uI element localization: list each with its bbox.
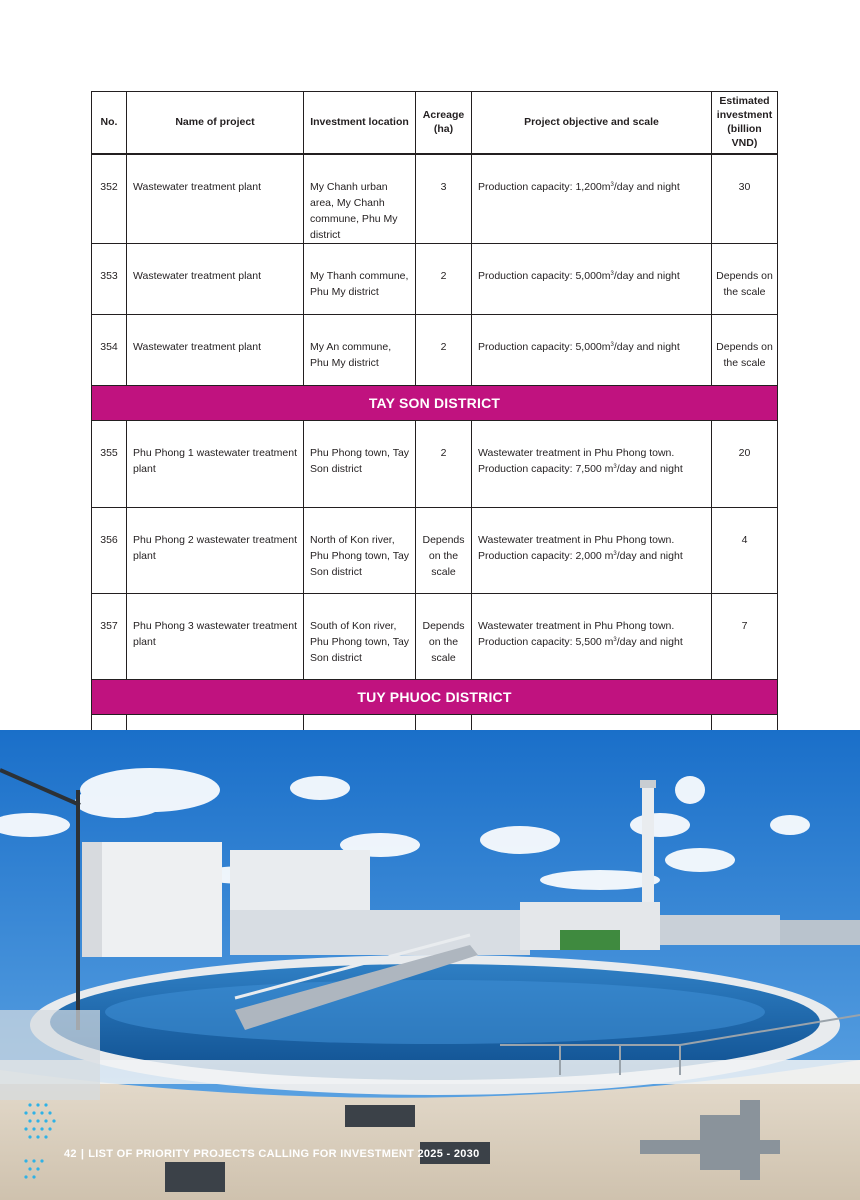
page-footer xyxy=(64,1148,480,1160)
cell-investment: 20 xyxy=(712,420,778,507)
cell-acreage: 2 xyxy=(416,243,472,314)
cell-name: Phu Phong 3 wastewater treatment plant xyxy=(127,593,304,679)
superscript: 3 xyxy=(613,550,617,557)
cell-name: Wastewater treatment plant xyxy=(127,314,304,385)
cell-name: Phu Phong 1 wastewater treatment plant xyxy=(127,420,304,507)
objective-unit: /day and night xyxy=(616,549,683,562)
cell-acreage: 2 xyxy=(416,314,472,385)
cell-no: 356 xyxy=(92,507,127,593)
superscript: 3 xyxy=(610,341,614,348)
objective-unit: /day and night xyxy=(613,180,680,193)
projects-table-container xyxy=(91,91,777,802)
cell-no: 357 xyxy=(92,593,127,679)
table-row xyxy=(92,314,778,385)
table-row xyxy=(92,507,778,593)
cell-no: 355 xyxy=(92,420,127,507)
cell-location: Phu Phong town, Tay Son district xyxy=(304,420,416,507)
cell-objective xyxy=(472,593,712,679)
objective-unit: /day and night xyxy=(616,462,683,475)
cell-objective xyxy=(472,507,712,593)
cell-no: 352 xyxy=(92,154,127,244)
cell-acreage: 3 xyxy=(416,154,472,244)
photo-illustration xyxy=(0,730,860,1200)
cell-name: Phu Phong 2 wastewater treatment plant xyxy=(127,507,304,593)
header-acreage: Acreage (ha) xyxy=(416,92,472,154)
cell-no: 354 xyxy=(92,314,127,385)
cell-acreage: Depends on the scale xyxy=(416,507,472,593)
header-investment: Estimated investment (billion VND) xyxy=(712,92,778,154)
objective-text: Production capacity: 7,500 m xyxy=(478,462,614,475)
cell-objective xyxy=(472,243,712,314)
decorative-dot-pattern xyxy=(22,1095,92,1185)
section-row-tuy-phuoc xyxy=(92,679,778,714)
objective-line: Wastewater treatment in Phu Phong town. xyxy=(478,619,675,632)
objective-line: Wastewater treatment in Phu Phong town. xyxy=(478,446,675,459)
cell-investment: Depends on the scale xyxy=(712,243,778,314)
section-row-tay-son xyxy=(92,385,778,420)
objective-text: Production capacity: 5,000m xyxy=(478,269,611,282)
cell-objective xyxy=(472,154,712,244)
superscript: 3 xyxy=(610,270,614,277)
table-row xyxy=(92,593,778,679)
cell-investment: 4 xyxy=(712,507,778,593)
wastewater-plant-photo xyxy=(0,730,860,1200)
objective-unit: /day and night xyxy=(616,635,683,648)
table-row xyxy=(92,243,778,314)
cell-investment: 30 xyxy=(712,154,778,244)
cell-location: My An commune, Phu My district xyxy=(304,314,416,385)
objective-unit: /day and night xyxy=(613,269,680,282)
objective-unit: /day and night xyxy=(613,340,680,353)
cell-acreage: Depends on the scale xyxy=(416,593,472,679)
superscript: 3 xyxy=(610,181,614,188)
cell-no: 353 xyxy=(92,243,127,314)
cell-name: Wastewater treatment plant xyxy=(127,243,304,314)
table-row xyxy=(92,154,778,244)
objective-text: Production capacity: 1,200m xyxy=(478,180,611,193)
footer-title: LIST OF PRIORITY PROJECTS CALLING FOR INVESTMENT 2025 - 2030 xyxy=(88,1148,480,1160)
objective-text: Production capacity: 5,500 m xyxy=(478,635,614,648)
header-row xyxy=(92,92,778,154)
cell-objective xyxy=(472,314,712,385)
cell-acreage: 2 xyxy=(416,420,472,507)
objective-line: Wastewater treatment in Phu Phong town. xyxy=(478,533,675,546)
page-number: 42 xyxy=(64,1148,77,1160)
cell-investment: 7 xyxy=(712,593,778,679)
cell-location: North of Kon river, Phu Phong town, Tay Son district xyxy=(304,507,416,593)
objective-text: Production capacity: 5,000m xyxy=(478,340,611,353)
table-row xyxy=(92,420,778,507)
objective-text: Production capacity: 2,000 m xyxy=(478,549,614,562)
header-location: Investment location xyxy=(304,92,416,154)
cell-name: Wastewater treatment plant xyxy=(127,154,304,244)
cell-location: My Chanh urban area, My Chanh commune, Phu My district xyxy=(304,154,416,244)
header-name: Name of project xyxy=(127,92,304,154)
cell-investment: Depends on the scale xyxy=(712,314,778,385)
cell-location: South of Kon river, Phu Phong town, Tay Son district xyxy=(304,593,416,679)
section-title: TUY PHUOC DISTRICT xyxy=(92,679,778,714)
footer-separator: | xyxy=(80,1148,85,1160)
header-no: No. xyxy=(92,92,127,154)
section-title: TAY SON DISTRICT xyxy=(92,385,778,420)
cell-objective xyxy=(472,420,712,507)
superscript: 3 xyxy=(613,636,617,643)
header-objective: Project objective and scale xyxy=(472,92,712,154)
projects-table xyxy=(91,91,778,802)
cell-location: My Thanh commune, Phu My district xyxy=(304,243,416,314)
superscript: 3 xyxy=(613,463,617,470)
